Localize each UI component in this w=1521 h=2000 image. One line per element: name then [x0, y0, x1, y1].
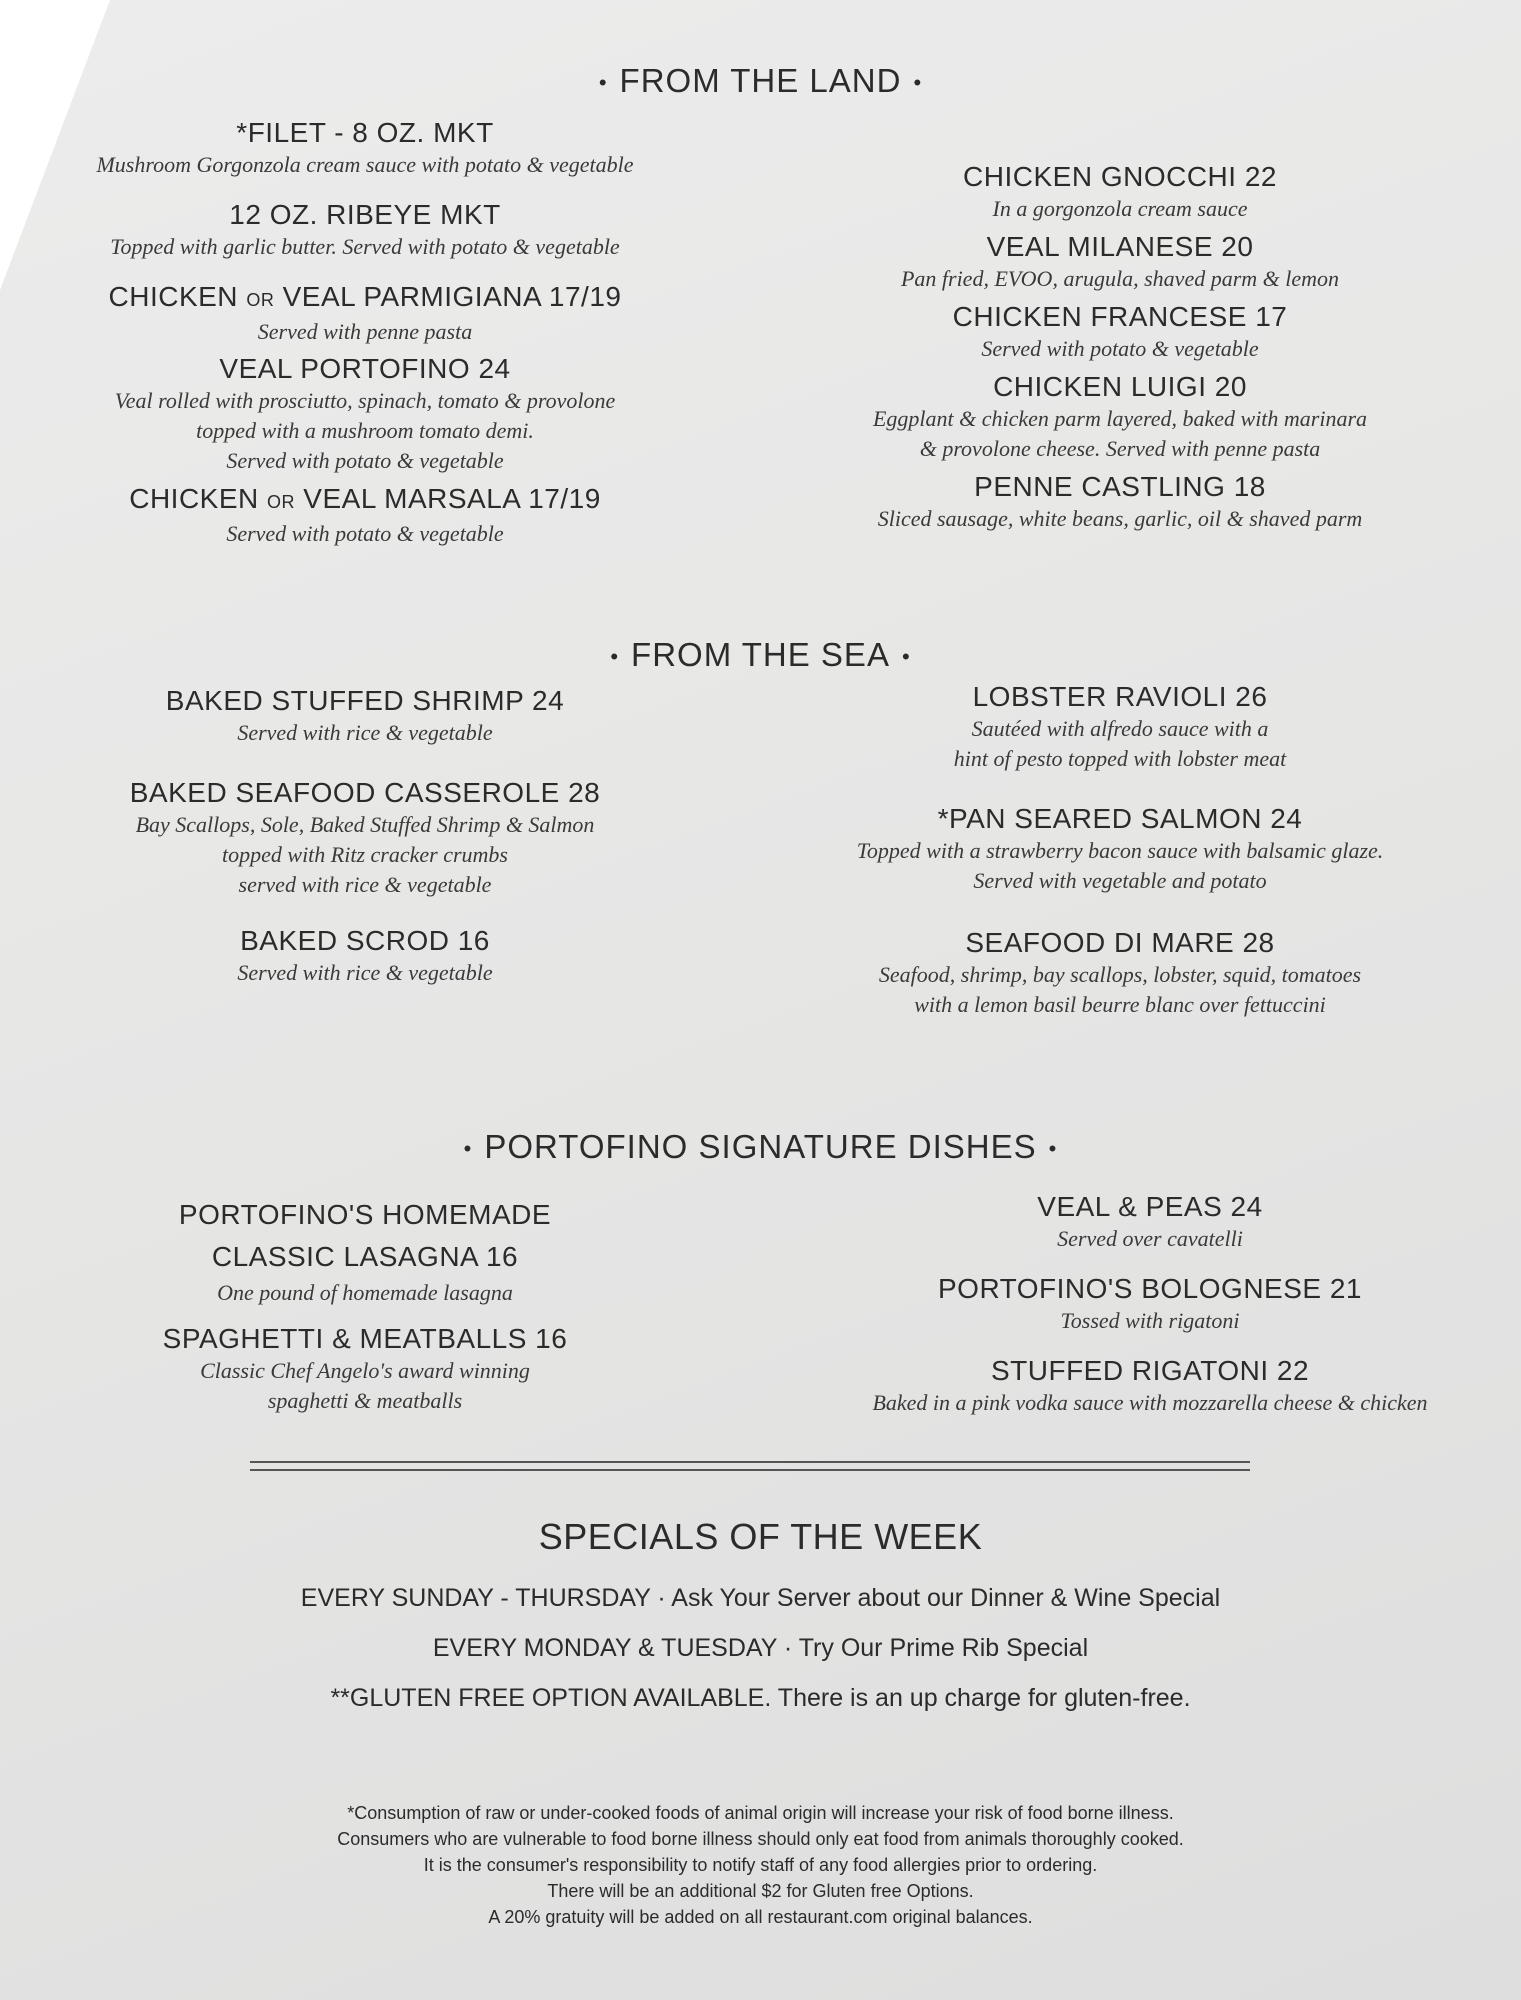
section-title-sea: • FROM THE SEA •: [610, 636, 911, 673]
footnote-line: There will be an additional $2 for Gluten free Options.: [547, 1881, 974, 1901]
menu-item: [60, 684, 670, 776]
item-name: CHICKEN GNOCCHI 22: [963, 161, 1277, 192]
item-desc: In a gorgonzola cream sauce: [992, 196, 1248, 221]
item-name: BAKED SCROD 16: [240, 925, 490, 956]
menu-item: [800, 802, 1440, 926]
item-desc: Sautéed with alfredo sauce with a: [971, 716, 1269, 741]
item-name: VEAL PORTOFINO 24: [219, 353, 511, 384]
menu-item: [60, 352, 670, 482]
item-name: CHICKEN LUIGI 20: [993, 371, 1247, 402]
item-name: BAKED SEAFOOD CASSEROLE 28: [129, 777, 601, 808]
item-name: PORTOFINO'S BOLOGNESE 21: [938, 1273, 1362, 1304]
item-desc: Served with potato & vegetable: [226, 448, 504, 473]
special-line: EVERY SUNDAY - THURSDAY · Ask Your Server about our Dinner & Wine Special: [300, 1584, 1221, 1612]
item-desc: Sliced sausage, white beans, garlic, oil & shaved parm: [877, 506, 1363, 531]
menu-item: [800, 230, 1440, 300]
menu-item: [60, 482, 670, 549]
item-desc: spaghetti & meatballs: [267, 1388, 463, 1413]
footnotes: [0, 1800, 1521, 1930]
item-desc: Served with potato & vegetable: [981, 336, 1259, 361]
item-desc: Topped with garlic butter. Served with potato & vegetable: [110, 234, 620, 259]
item-desc: Veal rolled with prosciutto, spinach, tomato & provolone: [114, 388, 616, 413]
item-name: CLASSIC LASAGNA 16: [211, 1241, 519, 1272]
double-rule-divider: [250, 1461, 1250, 1471]
menu-item: [60, 924, 670, 988]
item-desc: Eggplant & chicken parm layered, baked with marinara: [872, 406, 1368, 431]
special-line: EVERY MONDAY & TUESDAY · Try Our Prime Rib Special: [432, 1634, 1089, 1662]
menu-item: [60, 1322, 670, 1416]
item-desc: Served over cavatelli: [1057, 1226, 1243, 1251]
menu-item: [60, 280, 670, 352]
item-desc: Tossed with rigatoni: [1060, 1308, 1240, 1333]
item-desc: Baked in a pink vodka sauce with mozzarella cheese & chicken: [872, 1390, 1428, 1415]
item-desc: Served with rice & vegetable: [237, 960, 493, 985]
item-desc: Seafood, shrimp, bay scallops, lobster, squid, tomatoes: [878, 962, 1362, 987]
menu-item: [60, 198, 670, 280]
menu-item: [800, 680, 1440, 802]
item-name: VEAL MILANESE 20: [986, 231, 1254, 262]
menu-item: [800, 926, 1440, 1020]
item-name: VEAL & PEAS 24: [1037, 1191, 1263, 1222]
item-name: PENNE CASTLING 18: [974, 471, 1266, 502]
item-name: BAKED STUFFED SHRIMP 24: [165, 685, 565, 716]
item-desc: Served with potato & vegetable: [226, 521, 504, 546]
sea-right-column: [800, 680, 1440, 1020]
item-desc: hint of pesto topped with lobster meat: [953, 746, 1287, 771]
sea-left-column: [60, 684, 670, 988]
item-desc: Topped with a strawberry bacon sauce with balsamic glaze.: [856, 838, 1384, 863]
item-name: STUFFED RIGATONI 22: [990, 1355, 1310, 1386]
menu-item: [800, 1190, 1500, 1272]
footnote-line: Consumers who are vulnerable to food borne illness should only eat food from animals thoroughly cooked.: [337, 1829, 1184, 1849]
menu-item: [60, 1194, 670, 1322]
section-title-land: • FROM THE LAND •: [598, 62, 923, 99]
footnote-line: It is the consumer's responsibility to notify staff of any food allergies prior to ordering.: [423, 1855, 1098, 1875]
menu-item: [800, 370, 1440, 470]
item-name-part: VEAL PARMIGIANA 17/19: [282, 281, 622, 312]
item-name: [60, 280, 670, 317]
item-desc: Served with rice & vegetable: [237, 720, 493, 745]
item-desc: served with rice & vegetable: [238, 872, 492, 897]
item-desc: Served with penne pasta: [257, 319, 473, 344]
menu-item: [800, 160, 1440, 230]
item-name: *PAN SEARED SALMON 24: [937, 803, 1303, 834]
menu-item: [60, 776, 670, 924]
menu-item: [800, 1272, 1500, 1354]
land-left-column: [60, 116, 670, 549]
item-desc: Classic Chef Angelo's award winning: [200, 1358, 530, 1383]
item-desc: topped with a mushroom tomato demi.: [196, 418, 534, 443]
menu-item: [800, 300, 1440, 370]
item-name: *FILET - 8 OZ. MKT: [236, 117, 494, 148]
item-name-or: OR: [246, 290, 275, 310]
item-desc: One pound of homemade lasagna: [217, 1280, 513, 1305]
item-name: PORTOFINO'S HOMEMADE: [178, 1199, 552, 1230]
signature-right-column: [800, 1190, 1500, 1418]
item-name-or: OR: [267, 492, 296, 512]
special-line: **GLUTEN FREE OPTION AVAILABLE. There is an up charge for gluten-free.: [330, 1684, 1191, 1712]
menu-item: [60, 116, 670, 198]
menu-item: [800, 1354, 1500, 1418]
item-name: 12 OZ. RIBEYE MKT: [229, 199, 501, 230]
footnote-line: *Consumption of raw or under-cooked foods of animal origin will increase your risk of food borne illness.: [347, 1803, 1174, 1823]
item-desc: Bay Scallops, Sole, Baked Stuffed Shrimp & Salmon: [135, 812, 595, 837]
footnote-line: A 20% gratuity will be added on all restaurant.com original balances.: [488, 1907, 1033, 1927]
item-name: [60, 482, 670, 519]
item-desc: with a lemon basil beurre blanc over fettuccini: [914, 992, 1326, 1017]
item-desc: Served with vegetable and potato: [973, 868, 1267, 893]
item-name-part: VEAL MARSALA 17/19: [303, 483, 601, 514]
signature-left-column: [60, 1194, 670, 1416]
item-name-part: CHICKEN: [108, 281, 239, 312]
item-desc: topped with Ritz cracker crumbs: [222, 842, 508, 867]
item-name: SPAGHETTI & MEATBALLS 16: [162, 1323, 568, 1354]
section-title-signature: • PORTOFINO SIGNATURE DISHES •: [463, 1128, 1058, 1165]
item-name: LOBSTER RAVIOLI 26: [972, 681, 1268, 712]
item-name: CHICKEN FRANCESE 17: [952, 301, 1288, 332]
item-desc: Pan fried, EVOO, arugula, shaved parm & lemon: [900, 266, 1340, 291]
item-desc: Mushroom Gorgonzola cream sauce with potato & vegetable: [96, 152, 634, 177]
land-right-column: [800, 160, 1440, 534]
item-name: SEAFOOD DI MARE 28: [965, 927, 1275, 958]
item-desc: & provolone cheese. Served with penne pasta: [919, 436, 1321, 461]
specials-title: SPECIALS OF THE WEEK: [538, 1516, 983, 1557]
item-name-part: CHICKEN: [129, 483, 259, 514]
menu-item: [800, 470, 1440, 534]
